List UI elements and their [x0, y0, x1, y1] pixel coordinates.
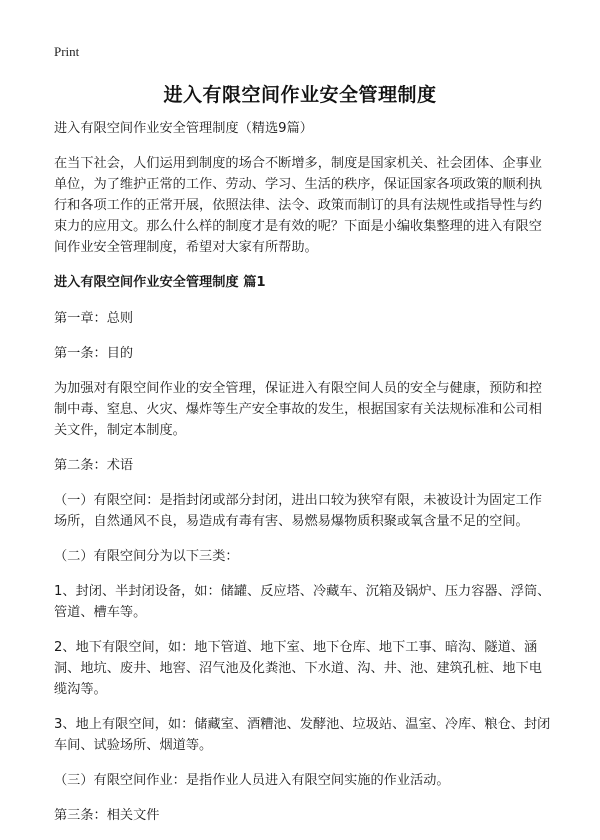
term-1-paragraph: （一）有限空间：是指封闭或部分封闭，进出口较为狭窄有限，未被设计为固定工作场所，自然通风不良，易造成有毒有害、易燃易爆物质积聚或氧含量不足的空间。 — [54, 493, 542, 529]
type-2-paragraph: 2、地下有限空间，如：地下管道、地下室、地下仓库、地下工事、暗沟、隧道、涵洞、地坑、废井、地窖、沼气池及化粪池、下水道、沟、井、池、建筑孔桩、地下电缆沟等。 — [54, 640, 542, 697]
chapter-heading: 第一章：总则 — [54, 311, 134, 326]
subtitle: 进入有限空间作业安全管理制度（精选9篇） — [54, 121, 313, 136]
article-3-heading: 第三条：相关文件 — [54, 808, 160, 823]
page-title: 进入有限空间作业安全管理制度 — [163, 84, 437, 106]
article-1-paragraph: 为加强对有限空间作业的安全管理，保证进入有限空间人员的安全与健康，预防和控制中毒、窒息、火灾、爆炸等生产安全事故的发生，根据国家有关法规标准和公司相关文件，制定本制度。 — [54, 381, 542, 438]
section-heading: 进入有限空间作业安全管理制度 篇1 — [54, 275, 266, 290]
intro-paragraph: 在当下社会，人们运用到制度的场合不断增多，制度是国家机关、社会团体、企事业单位，为了维护正常的工作、劳动、学习、生活的秩序，保证国家各项政策的顺利执行和各项工作的正常开展，依照法律、法令、政策而制订的具有法规性或指导性与约束力的应用文。那么什么样的制度才是有效的呢？下面是小编收集整理的进入有限空间作业安全管理制度，希望对大家有所帮助。 — [54, 156, 542, 255]
term-2-paragraph: （二）有限空间分为以下三类： — [54, 549, 239, 564]
term-3-paragraph: （三）有限空间作业：是指作业人员进入有限空间实施的作业活动。 — [54, 773, 450, 788]
article-1-heading: 第一条：目的 — [54, 346, 134, 361]
print-link[interactable]: Print — [54, 44, 80, 59]
type-3-paragraph: 3、地上有限空间，如：储藏室、酒糟池、发酵池、垃圾站、温室、冷库、粮仓、封闭车间、试验场所、烟道等。 — [54, 717, 551, 753]
type-1-paragraph: 1、封闭、半封闭设备，如：储罐、反应塔、冷藏车、沉箱及锅炉、压力容器、浮筒、管道、槽车等。 — [54, 584, 551, 620]
document-body — [54, 118, 554, 840]
article-2-heading: 第二条：术语 — [54, 458, 134, 473]
